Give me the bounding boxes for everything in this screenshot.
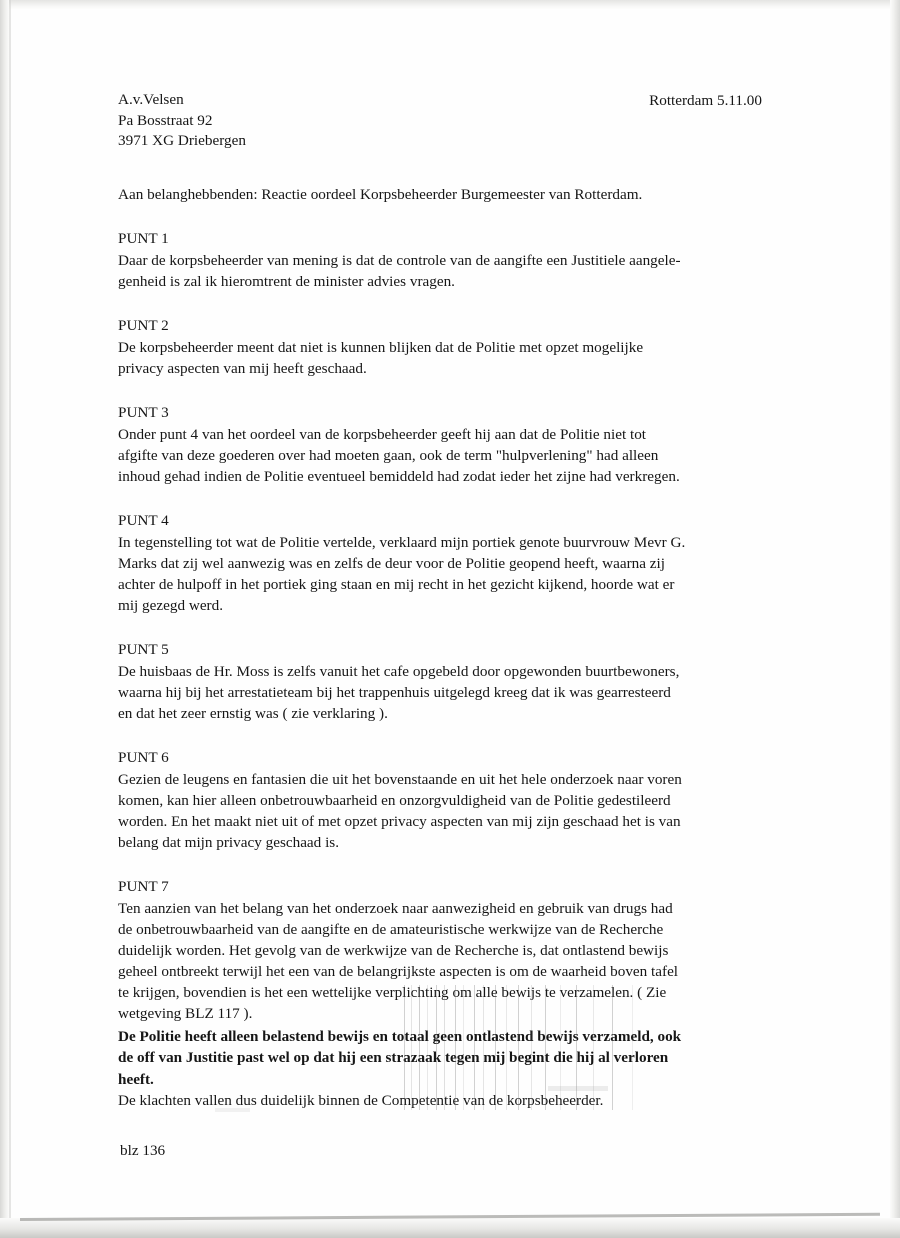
section-line: privacy aspecten van mij heeft geschaad. bbox=[118, 359, 367, 377]
section-line: Daar de korpsbeheerder van mening is dat de controle van de aangifte een Justitiele aangele- bbox=[118, 251, 681, 269]
scan-edge-left bbox=[0, 0, 9, 1238]
page-folio: blz 136 bbox=[120, 1142, 166, 1159]
scan-edge-right bbox=[890, 0, 900, 1238]
section-line: duidelijk worden. Het gevolg van de werkwijze van de Recherche is, dat ontlastend bewijs bbox=[118, 941, 669, 959]
section-line: In tegenstelling tot wat de Politie vertelde, verklaard mijn portiek genote buurvrouw Mevr G. bbox=[118, 533, 686, 551]
section-line: worden. En het maakt niet uit of met opzet privacy aspecten van mij zijn geschaad het is van bbox=[118, 812, 681, 830]
section-title: PUNT 7 bbox=[118, 877, 169, 895]
emphasis-line: heeft. bbox=[118, 1070, 154, 1088]
sender-street: Pa Bosstraat 92 bbox=[118, 111, 213, 129]
section-line: waarna hij bij het arrestatieteam bij het trappenhuis uitgelegd kreeg dat ik was gearresteerd bbox=[118, 683, 671, 701]
section-line: De korpsbeheerder meent dat niet is kunnen blijken dat de Politie met opzet mogelijke bbox=[118, 338, 644, 356]
section-body bbox=[118, 898, 790, 1024]
section-line: belang dat mijn privacy geschaad is. bbox=[118, 833, 339, 851]
section-line: genheid is zal ik hieromtrent de minister advies vragen. bbox=[118, 272, 455, 290]
sender-address-block bbox=[118, 90, 246, 152]
section-punt-2 bbox=[118, 316, 790, 379]
section-punt-6 bbox=[118, 748, 790, 853]
section-line: Marks dat zij wel aanwezig was en zelfs de deur voor de Politie geopend heeft, waarna zij bbox=[118, 554, 665, 572]
section-body bbox=[118, 532, 790, 616]
section-punt-7 bbox=[118, 877, 790, 1112]
letter-body bbox=[118, 90, 790, 1161]
scan-edge-bottom bbox=[0, 1218, 900, 1238]
section-punt-3 bbox=[118, 403, 790, 487]
section-line: achter de hulpoff in het portiek ging staan en mij recht in het gezicht kijkend, hoorde wat er bbox=[118, 575, 675, 593]
section-title: PUNT 1 bbox=[118, 229, 169, 247]
section-line: Onder punt 4 van het oordeel van de korpsbeheerder geeft hij aan dat de Politie niet tot bbox=[118, 425, 647, 443]
section-punt-5 bbox=[118, 640, 790, 724]
section-line: Gezien de leugens en fantasien die uit het bovenstaande en uit het hele onderzoek naar voren bbox=[118, 770, 682, 788]
section-line: Ten aanzien van het belang van het onderzoek naar aanwezigheid en gebruik van drugs had bbox=[118, 899, 673, 917]
scan-edge-top bbox=[0, 0, 900, 9]
section-title: PUNT 2 bbox=[118, 316, 169, 334]
section-body bbox=[118, 250, 790, 292]
emphasis-block bbox=[118, 1026, 790, 1091]
subject-line: Aan belanghebbenden: Reactie oordeel Korpsbeheerder Burgemeester van Rotterdam. bbox=[118, 185, 643, 203]
section-line: en dat het zeer ernstig was ( zie verklaring ). bbox=[118, 704, 388, 722]
section-line: inhoud gehad indien de Politie eventueel bemiddeld had zodat ieder het zijne had verkregen. bbox=[118, 467, 680, 485]
section-punt-1 bbox=[118, 229, 790, 292]
section-body bbox=[118, 337, 790, 379]
closing-line: De klachten vallen dus duidelijk binnen de Competentie van de korpsbeheerder. bbox=[118, 1092, 604, 1109]
emphasis-line: de off van Justitie past wel op dat hij een strazaak tegen mij begint die hij al verloren bbox=[118, 1049, 669, 1066]
letter-header bbox=[118, 90, 790, 152]
section-line: te krijgen, bovendien is het een wettelijke verplichting om alle bewijs te verzamelen. ( Zie bbox=[118, 983, 667, 1001]
section-body bbox=[118, 769, 790, 853]
section-line: De huisbaas de Hr. Moss is zelfs vanuit het cafe opgebeld door opgewonden buurtbewoners, bbox=[118, 662, 680, 680]
section-line: de onbetrouwbaarheid van de aangifte en de amateuristische werkwijze van de Recherche bbox=[118, 920, 664, 938]
section-title: PUNT 4 bbox=[118, 511, 169, 529]
emphasis-line: De Politie heeft alleen belastend bewijs en totaal geen ontlastend bewijs verzameld, ook bbox=[118, 1027, 682, 1045]
place-and-date: Rotterdam 5.11.00 bbox=[649, 92, 762, 109]
scan-edge-left-line bbox=[9, 0, 11, 1238]
section-punt-4 bbox=[118, 511, 790, 616]
section-line: geheel ontbreekt terwijl het een van de belangrijkste aspecten is om de waarheid boven tafel bbox=[118, 962, 679, 980]
section-title: PUNT 6 bbox=[118, 748, 169, 766]
section-title: PUNT 3 bbox=[118, 403, 169, 421]
section-line: wetgeving BLZ 117 ). bbox=[118, 1004, 253, 1022]
section-line: mij gezegd werd. bbox=[118, 596, 224, 614]
section-title: PUNT 5 bbox=[118, 640, 169, 658]
section-body bbox=[118, 661, 790, 724]
sender-name: A.v.Velsen bbox=[118, 91, 184, 108]
section-body bbox=[118, 424, 790, 487]
section-line: komen, kan hier alleen onbetrouwbaarheid en onzorgvuldigheid van de Politie gedestileerd bbox=[118, 791, 671, 809]
sender-city: 3971 XG Driebergen bbox=[118, 132, 246, 149]
section-line: afgifte van deze goederen over had moeten gaan, ook de term "hulpverlening" had alleen bbox=[118, 446, 659, 464]
